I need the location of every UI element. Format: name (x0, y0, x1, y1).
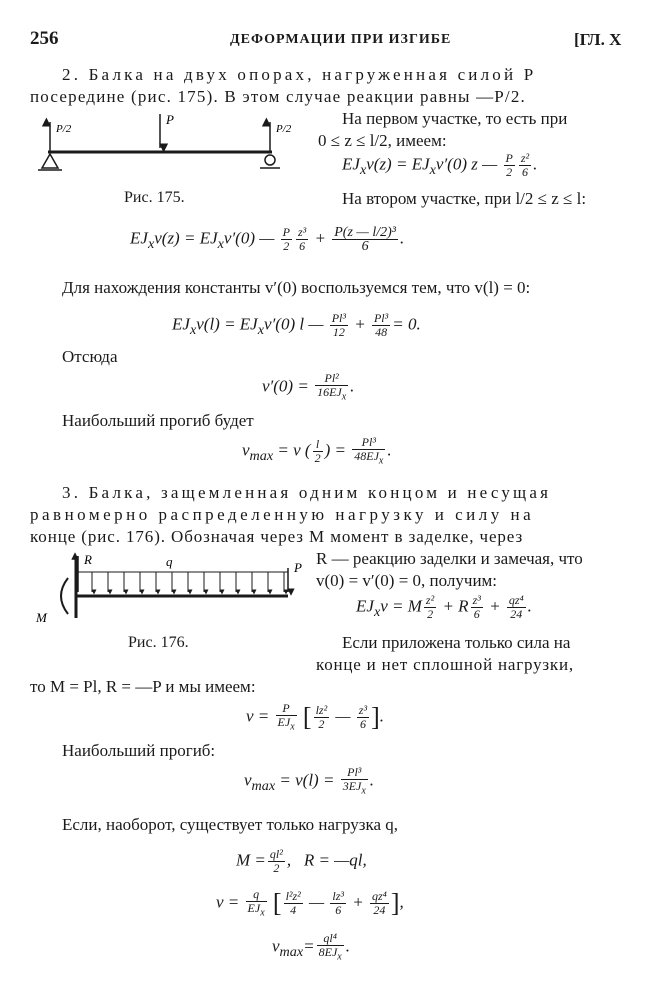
label-q: q (166, 554, 173, 569)
sec3-line2: равномерно распределенную нагрузку и силу на (30, 505, 535, 524)
page-number: 256 (30, 28, 59, 49)
sec3-line3: конце (рис. 176). Обозначая через M момент в заделке, через (30, 527, 524, 546)
equation-5: $v_{max} = v$ ( $\frac{l}{2}$ ) = $\frac{\text{Pl³}}{48EJ_x}$ . (242, 435, 392, 467)
sec3-line6: Если приложена только сила на (342, 633, 571, 652)
figure-176 (32, 548, 312, 628)
sec3-line7: конце и нет сплошной нагрузки, (316, 655, 574, 674)
equation-10: v = $\frac{q}{EJ_x}$ [ $\frac{\text{l²z²}}{4}$ — $\frac{\text{lz³}}{6}$ + $\frac{\text{qz⁴}}{24}$ ], (216, 887, 404, 919)
sec2-line3: На первом участке, то есть при (342, 109, 568, 128)
otsyuda: Отсюда (62, 347, 118, 366)
load-label: P (166, 112, 174, 127)
figure-175 (28, 110, 298, 190)
equation-11: $v_{max}=$ $\frac{\text{ql⁴}}{8EJ_x}$ . (272, 931, 350, 963)
sec2-line2: посередине (рис. 175). В этом случае реакции равны —P/2. (30, 87, 527, 106)
sec3-line9: Если, наоборот, существует только нагрузка q, (62, 815, 399, 834)
moment-arc (61, 578, 68, 614)
equation-2: $EJ_xv(z) = EJ_xv'(0)$ — $\frac{P}{2}$ $\frac{\text{z³}}{6}$ + $\frac{\text{P(z — l/2)³}}{6}$ . (130, 225, 405, 254)
sec2-line1: 2. Балка на двух опорах, нагруженная силой P (62, 65, 537, 84)
sec2-line6: Для нахождения константы v′(0) воспользуемся тем, что v(l) = 0: (62, 278, 531, 297)
reaction-left-label: P/2 (56, 123, 72, 135)
equation-1: $EJ_xv(z) = EJ_xv'(0)$ z — $\frac{P}{2}$ $\frac{\text{z²}}{6}$ . (342, 151, 538, 179)
equation-9: M = $\frac{\text{ql²}}{2}$ , R = —ql, (236, 847, 367, 875)
sec3-max-text: Наибольший прогиб: (62, 741, 216, 760)
sec3-line4: R — реакцию заделки и замечая, что (316, 549, 583, 568)
sec3-line5: v(0) = v′(0) = 0, получим: (316, 571, 498, 590)
sec3-line1: 3. Балка, защемленная одним концом и несущая (62, 483, 552, 502)
label-P: P (294, 560, 302, 575)
chapter-label: [ГЛ. X (574, 30, 622, 49)
label-R: R (84, 552, 92, 567)
equation-3: $EJ_xv(l) = EJ_xv'(0)$ l — $\frac{\text{Pl³}}{12}$ + $\frac{\text{Pl³}}{48}$ = 0. (172, 311, 421, 339)
sec2-line4: 0 ≤ z ≤ l/2, имеем: (318, 131, 447, 150)
label-M: M (36, 610, 47, 625)
support-right (265, 155, 275, 165)
equation-4: v′(0) = $\frac{\text{Pl²}}{16EJ_x}$ . (262, 371, 355, 403)
sec2-line5: На втором участке, при l/2 ≤ z ≤ l: (342, 189, 587, 208)
caption-175: Рис. 175. (124, 189, 185, 206)
caption-176: Рис. 176. (128, 634, 189, 651)
sec2-max-text: Наибольший прогиб будет (62, 411, 254, 430)
running-title: ДЕФОРМАЦИИ ПРИ ИЗГИБЕ (230, 32, 452, 47)
sec3-line8: то M = Pl, R = —P и мы имеем: (30, 677, 256, 696)
equation-8: $v_{max} = v(l)$ = $\frac{\text{Pl³}}{3EJ_x}$ . (244, 765, 375, 797)
equation-6: $EJ_xv = M$ $\frac{\text{z²}}{2}$ + R $\frac{\text{z³}}{6}$ + $\frac{\text{qz⁴}}{24}$ . (356, 593, 532, 621)
equation-7: v = $\frac{P}{EJ_x}$ [ $\frac{\text{lz²}}{2}$ — $\frac{\text{z³}}{6}$ ]. (246, 701, 384, 733)
reaction-right-label: P/2 (276, 123, 292, 135)
support-left (42, 154, 58, 168)
